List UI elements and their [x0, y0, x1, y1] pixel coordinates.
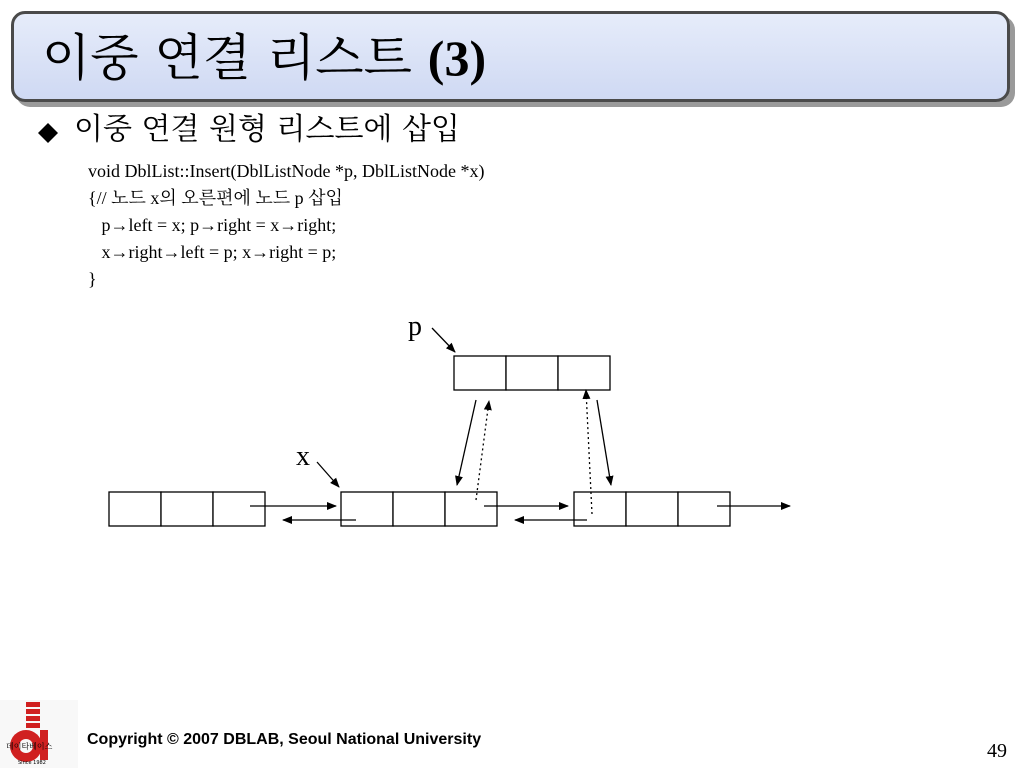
node-x: [341, 492, 497, 526]
node-cell: [678, 492, 730, 526]
node-cell: [341, 492, 393, 526]
logo-text: 데이타베이스: [6, 742, 53, 751]
diamond-bullet-icon: [37, 122, 59, 144]
code-block: [88, 158, 484, 293]
linked-list-diagram: [0, 300, 1024, 560]
code-line: p→left = x; p→right = x→right;: [88, 215, 337, 235]
dblab-logo: [0, 700, 78, 768]
node-cell: [161, 492, 213, 526]
pointer-arrow-x: [317, 462, 339, 487]
node-cell: [454, 356, 506, 390]
node-cell: [445, 492, 497, 526]
code-line: {// 노드 x의 오른편에 노드 p 삽입: [88, 188, 343, 208]
node-cell: [213, 492, 265, 526]
node-p: [454, 356, 610, 390]
logo-since: Since 1982: [18, 760, 46, 766]
bullet-heading: 이중 연결 원형 리스트에 삽입: [74, 112, 460, 147]
label-p: p: [408, 311, 422, 342]
node-left: [109, 492, 265, 526]
title-korean: 이중 연결 리스트: [42, 29, 412, 87]
node-cell: [109, 492, 161, 526]
p-left-link-arrow: [457, 400, 476, 485]
node-cell: [506, 356, 558, 390]
title-box: [11, 11, 1010, 102]
code-line: x→right→left = p; x→right = p;: [88, 242, 337, 262]
page-number: 49: [987, 740, 1007, 762]
node-cell: [393, 492, 445, 526]
node-cell: [558, 356, 610, 390]
pointer-arrow-p: [432, 328, 455, 352]
title-number: (3): [427, 30, 487, 86]
copyright-text: Copyright © 2007 DBLAB, Seoul National University: [87, 731, 482, 748]
slide-title: [42, 28, 486, 88]
p-right-link-arrow: [597, 400, 611, 485]
node-cell: [626, 492, 678, 526]
x-right-dotted-arrow: [476, 401, 489, 500]
code-line: void DblList::Insert(DblListNode *p, DblListNode *x): [88, 161, 485, 181]
code-line: }: [88, 269, 97, 289]
label-x: x: [296, 441, 310, 472]
node-cell: [574, 492, 626, 526]
node-right: [574, 492, 730, 526]
